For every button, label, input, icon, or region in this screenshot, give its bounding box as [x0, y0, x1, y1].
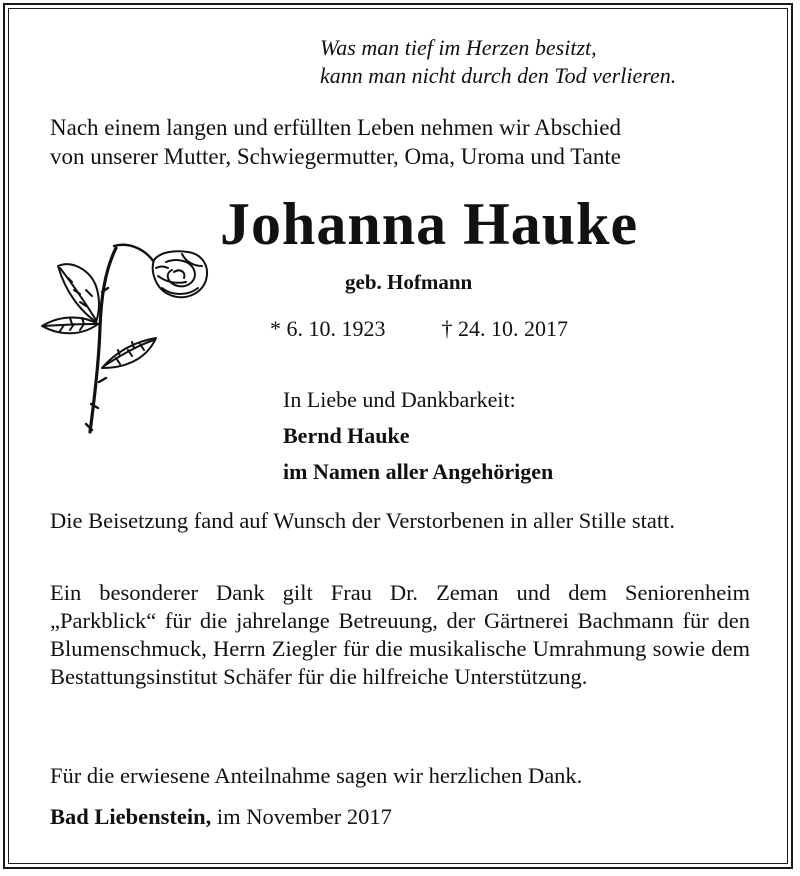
closing-date: im November 2017: [216, 804, 392, 829]
rose-icon: [36, 232, 216, 442]
closing-line: [50, 803, 750, 831]
birth-date: * 6. 10. 1923: [270, 316, 386, 341]
deceased-name: Johanna Hauke: [220, 191, 639, 257]
closing-place: Bad Liebenstein,: [50, 804, 212, 829]
death-date: † 24. 10. 2017: [441, 316, 568, 341]
condolence-line: Für die erwiesene Anteilnahme sagen wir herzlichen Dank.: [50, 763, 583, 788]
motto-quote: [320, 34, 760, 90]
motto-line-1: Was man tief im Herzen besitzt,: [320, 35, 597, 60]
intro-text: [50, 113, 760, 171]
intro-line-2: von unserer Mutter, Schwiegermutter, Oma, Uroma und Tante: [50, 144, 621, 169]
funeral-note: Die Beisetzung fand auf Wunsch der Verstorbenen in aller Stille statt.: [50, 508, 675, 533]
birth-name: geb. Hofmann: [345, 270, 473, 294]
signature-name: Bernd Hauke: [283, 423, 410, 448]
intro-line-1: Nach einem langen und erfüllten Leben nehmen wir Abschied: [50, 115, 621, 140]
thanks-paragraph: Ein besonderer Dank gilt Frau Dr. Zeman und dem Seniorenheim „Parkblick“ für die jahrelange Betreuung, der Gärtnerei Bachmann für den Blumenschmuck, Herrn Ziegler für die musikalische Umrahmung sowie dem Bestattungsinstitut Schäfer für die hilfreiche Unterstützung.: [50, 580, 750, 689]
signature-family: im Namen aller Angehörigen: [283, 459, 554, 484]
motto-line-2: kann man nicht durch den Tod verlieren.: [320, 63, 677, 88]
signature-lead: In Liebe und Dankbarkeit:: [283, 387, 516, 412]
life-dates: [270, 316, 568, 342]
signature-block: [283, 382, 553, 490]
